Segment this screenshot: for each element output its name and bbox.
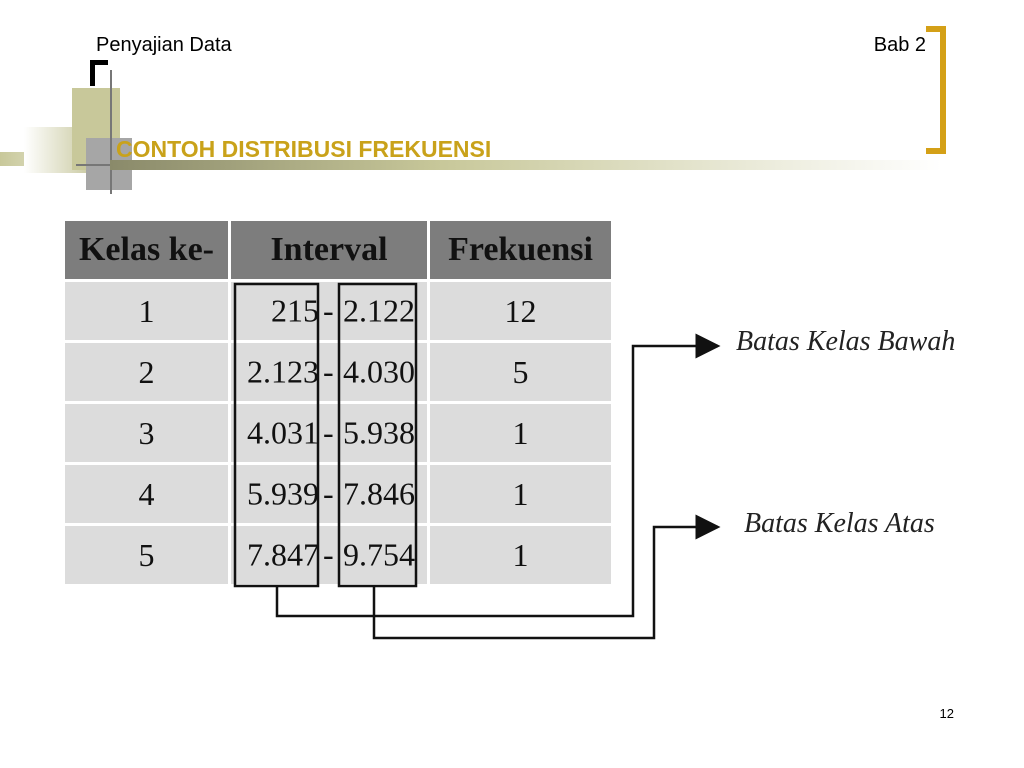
- cell-kelas: 2: [65, 343, 228, 401]
- interval-lower: 7.847: [247, 536, 319, 573]
- slide-title: CONTOH DISTRIBUSI FREKUENSI: [116, 136, 492, 162]
- upper-limit-label: Batas Kelas Atas: [744, 508, 935, 539]
- lower-limit-box: [235, 284, 318, 586]
- cell-frekuensi: 1: [430, 526, 611, 584]
- page-number: 12: [939, 706, 954, 721]
- upper-limit-box: [339, 284, 416, 586]
- interval-upper: 9.754: [343, 536, 415, 573]
- interval-separator: -: [323, 292, 334, 329]
- cell-frekuensi: 5: [430, 343, 611, 401]
- upper-limit-connector: [374, 527, 718, 638]
- header-interval: Interval: [231, 221, 427, 279]
- interval-lower: 4.031: [247, 414, 319, 451]
- header-kelas: Kelas ke-: [65, 221, 228, 279]
- interval-separator: -: [323, 414, 334, 451]
- cell-kelas: 5: [65, 526, 228, 584]
- cell-kelas: 4: [65, 465, 228, 523]
- cell-kelas: 3: [65, 404, 228, 462]
- cell-frekuensi: 1: [430, 404, 611, 462]
- lower-limit-connector: [277, 346, 718, 616]
- interval-upper: 4.030: [343, 353, 415, 390]
- cell-kelas: 1: [65, 282, 228, 340]
- interval-separator: -: [323, 475, 334, 512]
- interval-separator: -: [323, 353, 334, 390]
- interval-upper: 2.122: [343, 292, 415, 329]
- cell-frekuensi: 12: [430, 282, 611, 340]
- header-right-text: Bab 2: [873, 34, 926, 56]
- interval-upper: 5.938: [343, 414, 415, 451]
- interval-upper: 7.846: [343, 475, 415, 512]
- header-frekuensi: Frekuensi: [430, 221, 611, 279]
- interval-lower: 5.939: [247, 475, 319, 512]
- cell-frekuensi: 1: [430, 465, 611, 523]
- header-left-text: Penyajian Data: [96, 34, 232, 56]
- interval-separator: -: [323, 536, 334, 573]
- lower-limit-label: Batas Kelas Bawah: [736, 326, 956, 357]
- interval-lower: 2.123: [247, 353, 319, 390]
- interval-lower: 215: [271, 292, 319, 329]
